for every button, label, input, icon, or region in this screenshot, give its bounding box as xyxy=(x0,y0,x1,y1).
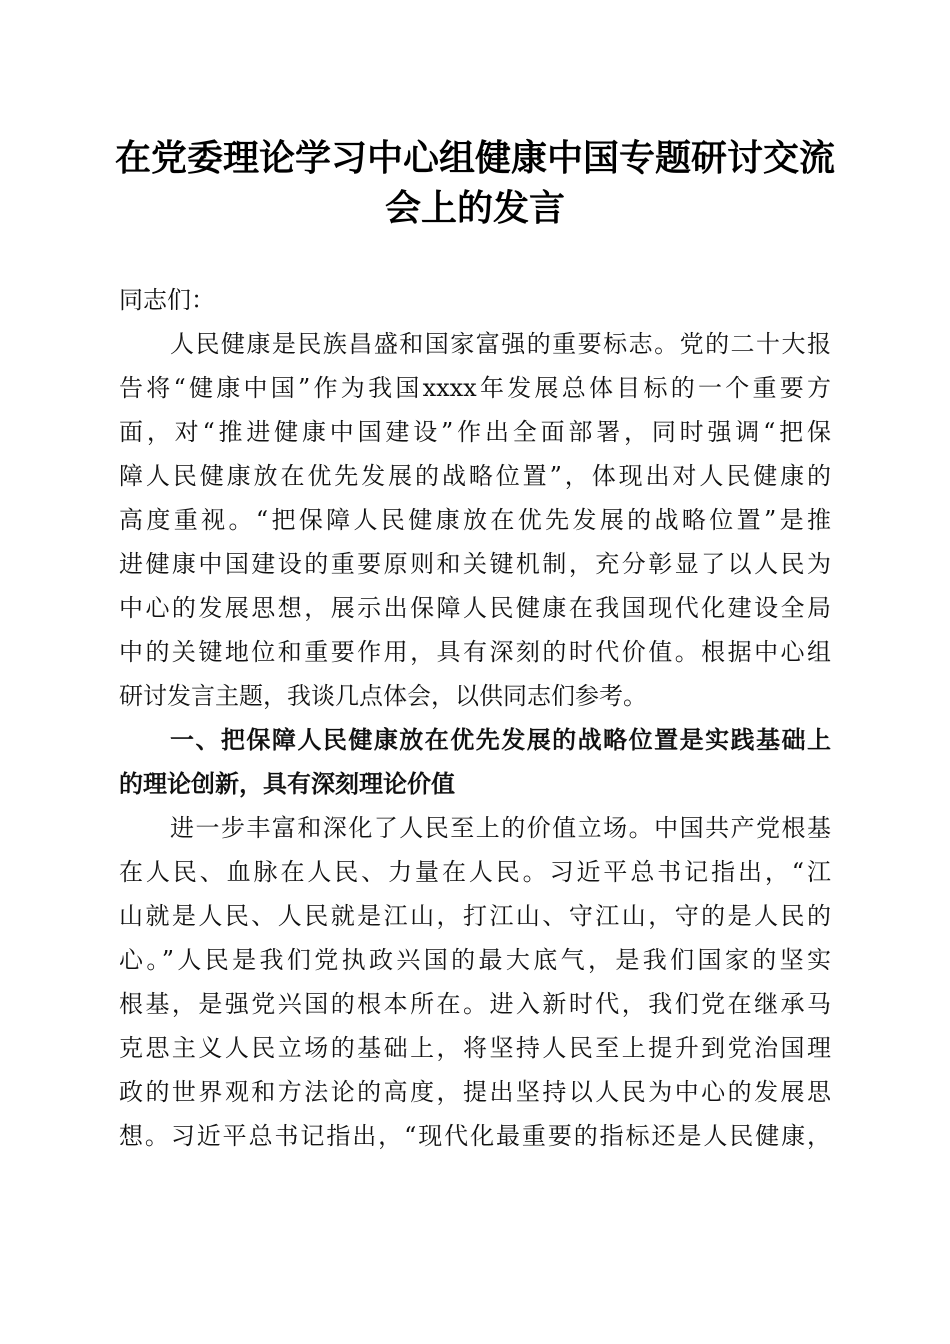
title-line-2: 会上的发言 xyxy=(384,187,565,229)
heading-line: 的理论创新，具有深刻理论价值 xyxy=(119,770,455,798)
paragraph-line: 告将“健康中国”作为我国xxxx年发展总体目标的一个重要方 xyxy=(119,374,831,402)
salutation: 同志们： xyxy=(119,286,215,314)
paragraph-line: 面，对“推进健康中国建设”作出全面部署，同时强调“把保 xyxy=(119,418,831,446)
paragraph-line: 想。习近平总书记指出，“现代化最重要的指标还是人民健康， xyxy=(119,1122,831,1150)
paragraph-line: 高度重视。“把保障人民健康放在优先发展的战略位置”是推 xyxy=(119,506,831,534)
paragraph-line: 进健康中国建设的重要原则和关键机制，充分彰显了以人民为 xyxy=(119,550,831,578)
paragraph-line: 中的关键地位和重要作用，具有深刻的时代价值。根据中心组 xyxy=(119,638,831,666)
intro-paragraph xyxy=(119,322,831,718)
paragraph-line: 进一步丰富和深化了人民至上的价值立场。中国共产党根基 xyxy=(119,814,831,842)
paragraph-line: 政的世界观和方法论的高度，提出坚持以人民为中心的发展思 xyxy=(119,1078,831,1106)
paragraph-line: 山就是人民、人民就是江山，打江山、守江山，守的是人民的 xyxy=(119,902,831,930)
section-heading-1 xyxy=(119,718,831,806)
paragraph-line: 障人民健康放在优先发展的战略位置”，体现出对人民健康的 xyxy=(119,462,831,490)
document-title xyxy=(110,133,840,233)
paragraph-line: 根基，是强党兴国的根本所在。进入新时代，我们党在继承马 xyxy=(119,990,831,1018)
paragraph-line: 研讨发言主题，我谈几点体会，以供同志们参考。 xyxy=(119,682,647,710)
title-line-1: 在党委理论学习中心组健康中国专题研讨交流 xyxy=(114,137,835,179)
paragraph-line: 心。”人民是我们党执政兴国的最大底气，是我们国家的坚实 xyxy=(119,946,831,974)
section1-paragraph xyxy=(119,806,831,1158)
paragraph-line: 在人民、血脉在人民、力量在人民。习近平总书记指出，“江 xyxy=(119,858,831,886)
paragraph-line: 人民健康是民族昌盛和国家富强的重要标志。党的二十大报 xyxy=(119,330,831,358)
paragraph-line: 中心的发展思想，展示出保障人民健康在我国现代化建设全局 xyxy=(119,594,831,622)
paragraph-line: 克思主义人民立场的基础上，将坚持人民至上提升到党治国理 xyxy=(119,1034,831,1062)
document-body xyxy=(119,278,831,1158)
heading-line: 一、把保障人民健康放在优先发展的战略位置是实践基础上 xyxy=(119,726,831,754)
